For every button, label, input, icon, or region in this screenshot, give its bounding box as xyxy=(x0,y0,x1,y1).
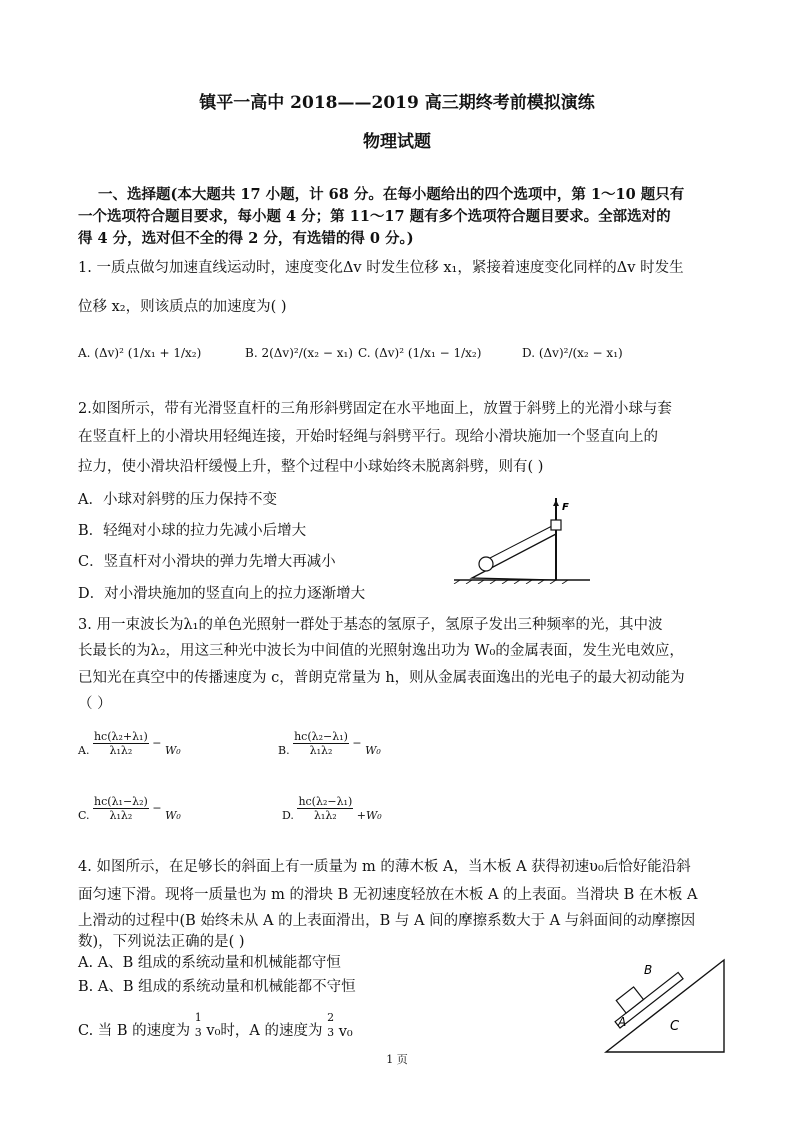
section-instructions-line1: 一、选择题(本大题共 17 小题，计 68 分。在每小题给出的四个选项中，第 1～10 题只有 xyxy=(98,186,685,203)
q4-option-c-frac2-num: 2 xyxy=(327,1011,335,1024)
section-instructions-line2: 一个选项符合题目要求，每小题 4 分；第 11～17 题有多个选项符合题目要求。全部选对的 xyxy=(78,208,671,225)
q4-option-c-frac1-num: 1 xyxy=(194,1011,202,1024)
q2-stem-line1: 2.如图所示，带有光滑竖直杆的三角形斜劈固定在水平地面上，放置于斜劈上的光滑小球与套 xyxy=(78,401,672,417)
q3-option-b-denominator: λ₁λ₂ xyxy=(309,744,333,757)
q4-option-c-pre: C. 当 B 的速度为 xyxy=(78,1023,191,1039)
q3-option-b-numerator: hc(λ₂−λ₁) xyxy=(294,730,348,743)
q1-option-c: C. (Δv)² (1/x₁ − 1/x₂) xyxy=(358,346,482,360)
q3-option-c-tail: W₀ xyxy=(165,809,181,822)
q3-stem-line2: 长最长的为λ₂，用这三种光中波长为中间值的光照射逸出功为 W₀的金属表面，发生光电效应， xyxy=(78,643,684,659)
q2-stem-line3: 拉力，使小滑块沿杆缓慢上升，整个过程中小球始终未脱离斜劈，则有( ) xyxy=(78,459,544,475)
q3-option-c-fraction xyxy=(93,795,149,822)
q3-option-c-denominator: λ₁λ₂ xyxy=(109,809,133,822)
q3-option-a-label: A. xyxy=(78,744,90,757)
q3-option-d-tail: +W₀ xyxy=(356,809,382,822)
q1-option-b: B. 2(Δv)²/(x₂ − x₁) xyxy=(245,346,353,360)
q4-stem-line4: 数)，下列说法正确的是( ) xyxy=(78,934,245,950)
q4-option-c xyxy=(78,1010,353,1040)
label-a: A xyxy=(618,1015,627,1029)
q1-option-d: D. (Δv)²/(x₂ − x₁) xyxy=(522,346,623,360)
q4-stem-line3: 上滑动的过程中(B 始终未从 A 的上表面滑出，B 与 A 间的摩擦系数大于 A 与斜面间的动摩擦因 xyxy=(78,913,696,929)
q3-option-a: A. $\frac{\text{hc(λ₂+λ₁)}}{\text{λ₁λ₂}}$ − W₀ xyxy=(78,730,181,757)
section-instructions-line3: 得 4 分，选对但不全的得 2 分，有选错的得 0 分。) xyxy=(78,230,414,247)
q4-option-a: A. A、B 组成的系统动量和机械能都守恒 xyxy=(78,955,341,971)
q2-stem-line2: 在竖直杆上的小滑块用轻绳连接，开始时轻绳与斜劈平行。现给小滑块施加一个竖直向上的 xyxy=(78,429,658,445)
q3-option-b-label: B. xyxy=(278,744,290,757)
q4-stem-line2: 面匀速下滑。现将一质量也为 m 的滑块 B 无初速度轻放在木板 A 的上表面。当滑块 B 在木板 A xyxy=(78,887,698,903)
page-number: 1 页 xyxy=(386,1053,408,1066)
q3-option-b-fraction xyxy=(293,730,349,757)
q3-option-d-numerator: hc(λ₂−λ₁) xyxy=(298,795,353,808)
q3-stem-line3: 已知光在真空中的传播速度为 c，普朗克常量为 h，则从金属表面逸出的光电子的最大初动能为 xyxy=(78,670,685,686)
q4-option-c-post: v₀ xyxy=(338,1024,353,1040)
exam-subtitle: 物理试题 xyxy=(363,132,431,152)
q3-option-a-fraction xyxy=(93,730,149,757)
q3-option-d-fraction xyxy=(297,795,353,822)
q4-option-c-frac1 xyxy=(195,1010,202,1040)
q3-option-d-label: D. xyxy=(282,809,294,822)
q4-stem-line1: 4. 如图所示，在足够长的斜面上有一质量为 m 的薄木板 A，当木板 A 获得初速υ₀后恰好能沿斜 xyxy=(78,859,691,875)
q3-stem-line4: （ ） xyxy=(78,696,112,712)
q3-option-d xyxy=(282,795,382,822)
q3-option-d-denominator: λ₁λ₂ xyxy=(313,809,337,822)
ball-shape xyxy=(479,557,493,571)
q4-option-c-frac2 xyxy=(327,1010,334,1040)
q3-option-b-tail: W₀ xyxy=(365,744,381,757)
q3-option-c-label: C. xyxy=(78,809,90,822)
q3-stem-line1: 3. 用一束波长为λ₁的单色光照射一群处于基态的氢原子，氢原子发出三种频率的光，其中波 xyxy=(78,617,663,633)
q3-option-a-tail: W₀ xyxy=(164,744,181,757)
label-c: C xyxy=(670,1019,680,1034)
slider-block-shape xyxy=(551,520,561,530)
q3-option-a-denominator: λ₁λ₂ xyxy=(109,744,133,757)
q2-option-c: C．竖直杆对小滑块的弹力先增大再减小 xyxy=(78,554,336,570)
q4-option-c-frac1-den: 3 xyxy=(194,1026,202,1039)
q2-option-d: D．对小滑块施加的竖直向上的拉力逐渐增大 xyxy=(78,586,366,602)
q3-option-a-numerator: hc(λ₂+λ₁) xyxy=(93,730,148,743)
q4-figure-incline xyxy=(600,956,730,1056)
q1-stem-line1: 1. 一质点做匀加速直线运动时，速度变化Δv 时发生位移 x₁，紧接着速度变化同样的Δv 时发生 xyxy=(78,260,684,276)
q3-option-c-numerator: hc(λ₁−λ₂) xyxy=(94,795,148,808)
q4-option-b: B. A、B 组成的系统动量和机械能都不守恒 xyxy=(78,979,356,995)
q2-option-a: A．小球对斜劈的压力保持不变 xyxy=(78,492,277,508)
q1-option-a: A. (Δv)² (1/x₁ + 1/x₂) xyxy=(78,346,202,360)
q2-figure-wedge xyxy=(452,492,592,584)
force-label: F xyxy=(562,502,569,513)
q3-option-c: C. $\frac{\text{hc(λ₁−λ₂)}}{\text{λ₁λ₂}}$ − W₀ xyxy=(78,795,181,822)
exam-title: 镇平一高中 2018——2019 高三期终考前模拟演练 xyxy=(199,93,595,113)
q3-option-b: B. $\frac{\text{hc(λ₂−λ₁)}}{\text{λ₁λ₂}}$ − W₀ xyxy=(278,730,381,757)
q1-stem-line2: 位移 x₂，则该质点的加速度为( ) xyxy=(78,299,287,315)
label-b: B xyxy=(644,963,653,977)
q4-option-c-mid: v₀时，A 的速度为 xyxy=(206,1023,323,1039)
q4-option-c-frac2-den: 3 xyxy=(327,1026,335,1039)
q2-option-b: B．轻绳对小球的拉力先减小后增大 xyxy=(78,523,307,539)
